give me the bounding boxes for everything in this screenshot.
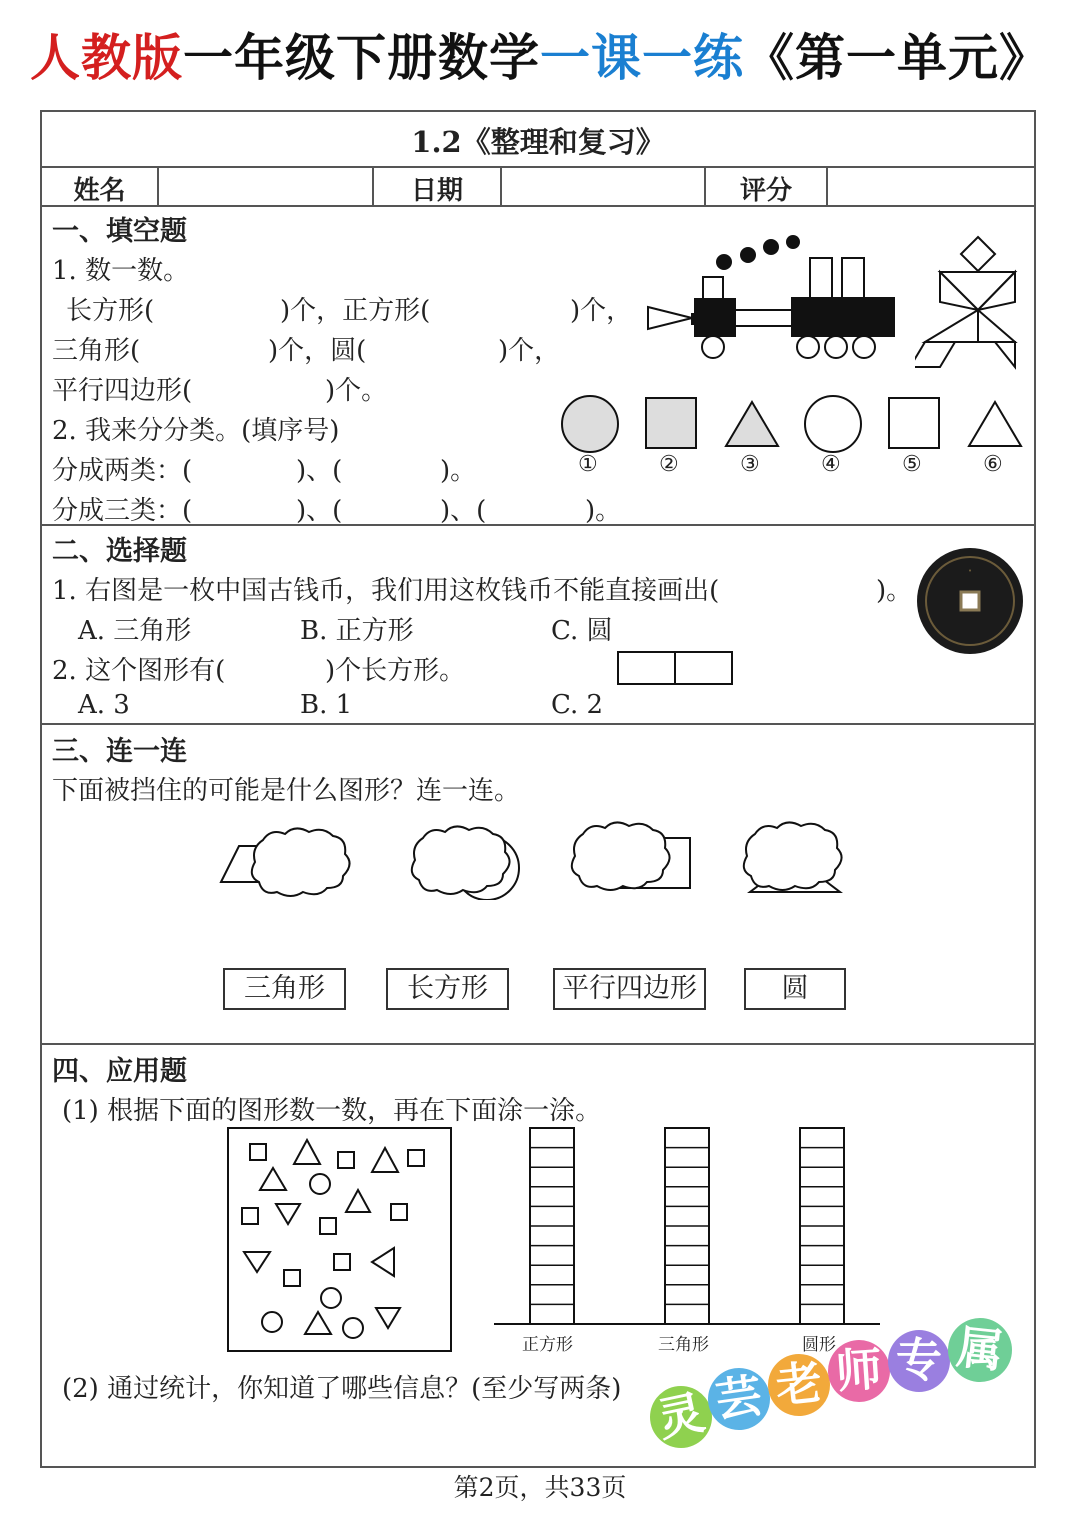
section1-title: 一、填空题 [52,216,187,247]
shape-count-box [226,1126,454,1354]
ancient-coin-image [914,546,1026,656]
s4-q1: (1) 根据下面的图形数一数，再在下面涂一涂。 [62,1096,602,1126]
label-parallelogram[interactable]: 平行四边形 [553,968,706,1010]
divider [40,1043,1036,1045]
watermark-char: 老 [765,1351,833,1419]
coloring-bar-chart [490,1124,882,1330]
q2-text: )。 [585,496,622,526]
score-label: 评分 [739,176,792,206]
option[interactable]: A. 3 [78,690,130,720]
section2-title: 二、选择题 [52,536,187,567]
bar-label-triangle: 三角形 [658,1335,709,1355]
name-field[interactable] [160,168,370,204]
bar-label-circle: 圆形 [802,1335,836,1355]
q1-text: )个， [498,336,561,366]
svg-text:·: · [967,561,973,580]
hidden-shapes [215,820,855,900]
divider [500,166,502,206]
s2-q2-end: )个长方形。 [325,656,466,686]
section4-title: 四、应用题 [52,1056,187,1087]
shape-number: ④ [821,452,841,477]
s2-q2: 2. 这个图形有( [52,656,226,686]
s2-q1: 1. 右图是一枚中国古钱币，我们用这枚钱币不能直接画出( [52,576,720,606]
watermark-char: 属 [945,1315,1015,1385]
divider [157,166,159,206]
divider [40,205,1036,207]
option[interactable]: B. 正方形 [300,616,414,646]
q2-text: )、( [296,456,343,486]
date-label: 日期 [410,176,463,206]
classification-shapes [552,388,1032,488]
q1-text: )个，圆( [268,336,367,366]
label-triangle[interactable]: 三角形 [223,968,346,1010]
label-circle[interactable]: 圆 [744,968,846,1010]
shape-number: ③ [740,452,760,477]
s2-q1-end: )。 [876,576,913,606]
shape-number: ① [578,452,598,477]
q1-title: 1. 数一数。 [52,256,190,286]
q2-text: 分成三类：( [52,496,193,526]
q1-text: )个， [570,296,633,326]
page-title: 人教版一年级下册数学一课一练《第一单元》 [30,29,1050,87]
watermark-char: 师 [826,1338,892,1404]
train-figure [640,230,900,362]
label-rectangle[interactable]: 长方形 [386,968,509,1010]
date-field[interactable] [503,168,703,204]
divider [826,166,828,206]
shape-number: ⑥ [983,452,1003,477]
watermark-char: 灵 [644,1380,718,1454]
two-rectangles-figure [616,650,736,688]
shape-number: ② [659,452,679,477]
watermark-char: 芸 [704,1364,774,1434]
q1-text: )个。 [325,376,388,406]
tangram-figure [915,232,1025,372]
section3-title: 三、连一连 [52,736,187,767]
name-label: 姓名 [73,176,126,206]
s4-q2: (2) 通过统计，你知道了哪些信息？(至少写两条) [62,1374,622,1404]
q1-text: 长方形( [66,296,155,326]
bar-label-square: 正方形 [522,1335,573,1355]
q2-text: 分成两类：( [52,456,193,486]
q2-text: )。 [440,456,477,486]
page-footer: 第2页，共33页 [453,1473,627,1502]
shape-number: ⑤ [902,452,922,477]
lesson-title: 1.2《整理和复习》 [411,125,665,159]
q1-text: 平行四边形( [52,376,193,406]
option[interactable]: C. 圆 [551,616,613,646]
score-field[interactable] [829,168,1034,204]
divider [40,723,1036,725]
watermark-char: 专 [888,1330,950,1392]
option[interactable]: B. 1 [300,690,353,720]
watermark-stamp [650,1316,1020,1456]
q1-text: )个，正方形( [280,296,431,326]
q1-text: 三角形( [52,336,141,366]
q2-title: 2. 我来分分类。(填序号) [52,416,340,446]
q2-text: )、( [296,496,343,526]
option[interactable]: C. 2 [551,690,604,720]
option[interactable]: A. 三角形 [78,616,192,646]
s3-prompt: 下面被挡住的可能是什么图形？连一连。 [52,776,521,806]
q2-text: )、( [440,496,487,526]
